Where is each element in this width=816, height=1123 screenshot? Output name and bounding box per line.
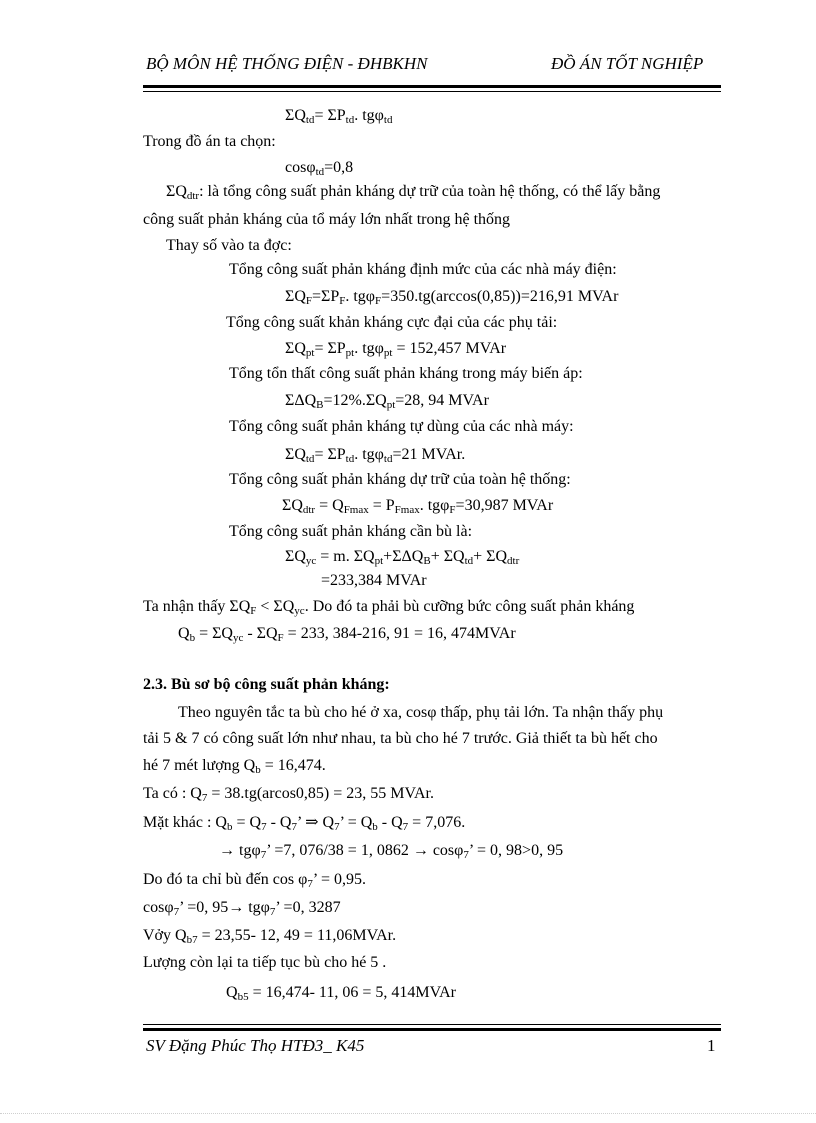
header-right: ĐỒ ÁN TỐT NGHIỆP [551, 54, 704, 73]
section-heading: 2.3. Bù sơ bộ công suất phản kháng: [143, 676, 390, 693]
formula-qyc: $\Sigma Q_{yc} = m$. $\Sigma Q_{pt}+\Sigma\Delta Q_B+ \Sigma Q_{td}+ \Sigma Q_{dtr}$ [285, 548, 520, 567]
text-nhan-thay: Ta nhận thấy $\Sigma Q_F < \Sigma Q_{yc}$. Do đó ta phải bù cưỡng bức công suất phản kháng [143, 598, 635, 617]
footer-rule-thin [143, 1024, 721, 1025]
text-t4: Tổng công suất phản kháng tự dùng của các nhà máy: [229, 418, 574, 435]
paragraph-line-2: tải 5 & 7 có công suất lớn như nhau, ta bù cho hé 7 trước. Giả thiết ta bù hết cho [143, 730, 658, 747]
formula-qtd: $\Sigma Q_{td}= \Sigma P_{td}$. tgφ$_{td}$ [285, 107, 393, 126]
text-thay: Thay số vào ta đợc: [166, 237, 292, 254]
paragraph-line-3: hé 7 mét lượng $Q_b = 16,474$. [143, 757, 326, 776]
formula-qtd2: $\Sigma Q_{td}= \Sigma P_{td}$. tgφ$_{td}$=21 MVAr. [285, 446, 466, 465]
formula-qdtr: $\Sigma Q_{dtr} = Q_{Fmax} = P_{Fmax}$. tgφ$_F$=30,987 MVAr [282, 497, 554, 516]
text-t6: Tổng công suất phản kháng cần bù là: [229, 523, 473, 540]
formula-cos-phi7: cosφ$_7$’ =0, 95→ tgφ$_7$’ =0, 3287 [143, 899, 341, 918]
formula-mat-khac: Mặt khác : $Q_b = Q_7 - Q_7$’ ⇒ $Q_7$’ = $Q_b - Q_7 = 7,076$. [143, 814, 466, 833]
paragraph-line-1: Theo nguyên tắc ta bù cho hé ở xa, cosφ thấp, phụ tải lớn. Ta nhận thấy phụ [178, 704, 664, 721]
header-left: BỘ MÔN HỆ THỐNG ĐIỆN - ĐHBKHN [146, 54, 428, 73]
formula-tg-phi7: → tgφ$_7$’ =7, 076/38 = 1, 0862 → cosφ$_7$’ = 0, 98>0, 95 [219, 842, 564, 861]
footer-author: SV Đặng Phúc Thọ HTĐ3_ K45 [146, 1036, 365, 1055]
header-rule-thin [143, 91, 721, 92]
header-rule-thick [143, 85, 721, 88]
page-number: 1 [707, 1036, 716, 1055]
text-t2: Tổng công suất khản kháng cực đại của các phụ tải: [226, 314, 558, 331]
formula-qb7: Vởy $Q_{b7} = 23,55-$ 12, 49 = 11,06MVAr. [143, 927, 397, 946]
text-dtr: $\Sigma Q_{dtr}$: là tổng công suất phản kháng dự trữ của toàn hệ thống, có thể lấy bằng [166, 183, 661, 202]
text-t1: Tổng công suất phản kháng định mức của các nhà máy điện: [229, 261, 617, 278]
formula-dqb: $\Sigma\Delta Q_B=12\%.\Sigma Q_{pt}=28$, 94 MVAr [285, 392, 489, 411]
formula-qyc-result: =233,384 MVAr [321, 572, 427, 589]
formula-cos: cosφ$_{td}$=0,8 [285, 159, 354, 178]
formula-qb5: $Q_{b5} = 16,474-$ 11, 06 = 5, 414MVAr [226, 984, 456, 1003]
text-dtr2: công suất phản kháng của tổ máy lớn nhất trong hệ thống [143, 211, 511, 228]
page-bottom-dotted-line [0, 1113, 816, 1114]
formula-qb: $Q_b = \Sigma Q_{yc} - \Sigma Q_F = 233$, 384-216, 91 = 16, 474MVAr [178, 625, 516, 644]
text-trong: Trong đồ án ta chọn: [143, 133, 276, 150]
text-do-do: Do đó ta chỉ bù đến $\cos \varphi_7$’ = 0,95. [143, 871, 366, 890]
text-t3: Tổng tổn thất công suất phản kháng trong máy biến áp: [229, 365, 583, 382]
formula-q7: Ta có : $Q_7 = 38.tg(arcos0,85) = 23$, 55 MVAr. [143, 785, 434, 804]
formula-qpt: $\Sigma Q_{pt}= \Sigma P_{pt}$. tgφ$_{pt}$ = 152,457 MVAr [285, 340, 507, 359]
formula-qf: $\Sigma Q_F=\Sigma P_F$. tgφ$_F$=350.tg(arccos(0,85))=216,91 MVAr [285, 288, 619, 307]
footer-rule-thick [143, 1028, 721, 1031]
text-t5: Tổng công suất phản kháng dự trữ của toàn hệ thống: [229, 471, 571, 488]
text-luong-con-lai: Lượng còn lại ta tiếp tục bù cho hé 5 . [143, 954, 387, 971]
